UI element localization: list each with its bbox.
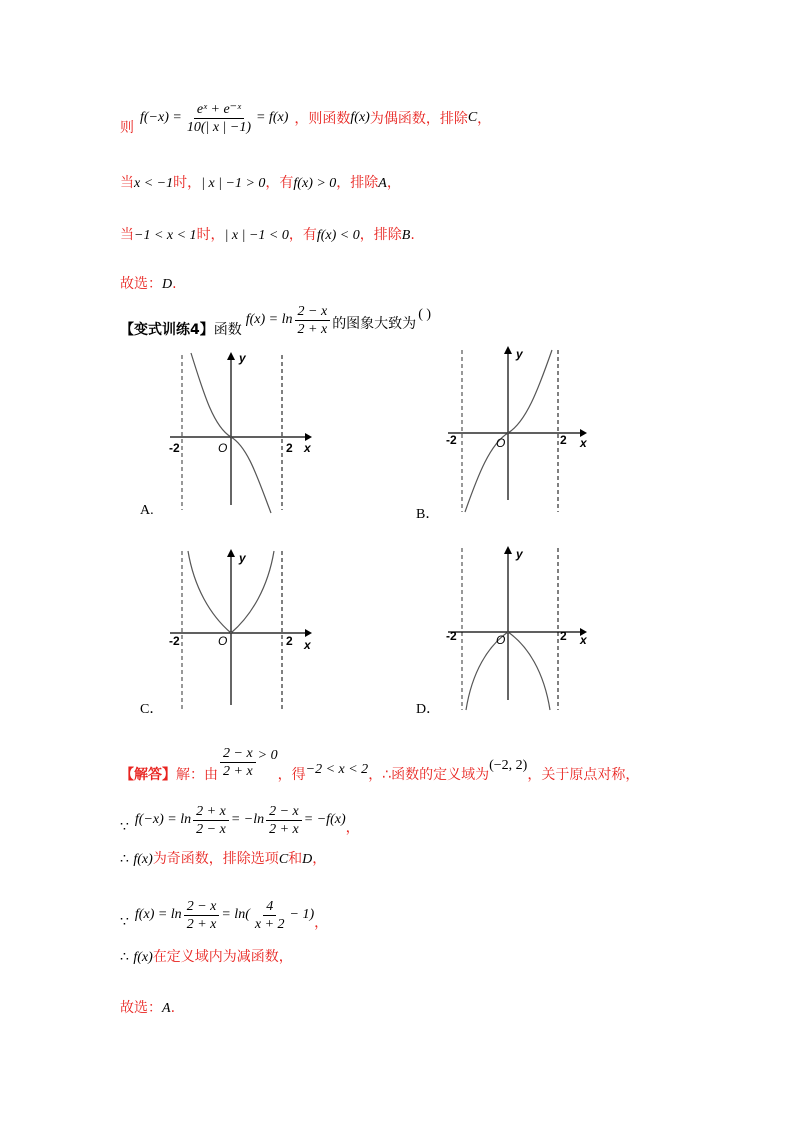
answer2-text: 故选：: [120, 1000, 162, 1016]
y-axis-arrow: [504, 346, 512, 354]
solution-text2: ，得: [277, 767, 306, 783]
therefore-symbol-2: ∴: [120, 950, 129, 965]
pos2-label: 2: [286, 634, 293, 648]
y-axis-arrow: [504, 546, 512, 554]
line2-text4: ，排除: [336, 175, 379, 191]
y-label: y: [239, 551, 246, 565]
problem-text2: 的图象大致为: [332, 316, 417, 332]
graph-c: [160, 545, 320, 715]
option-c-label: C．: [140, 702, 164, 717]
solution-l3-math: f(x): [133, 852, 153, 867]
line2-math3: f(x) > 0: [293, 176, 337, 191]
origin-label: O: [496, 436, 506, 450]
line3-text1: 当: [120, 227, 134, 243]
problem-tag: 【变式训练4】: [120, 322, 214, 338]
line3-math4: B: [401, 228, 411, 243]
line1-text1: ，则函数: [294, 111, 351, 127]
line2-math4: A: [378, 176, 387, 191]
because-symbol-2: ∵: [120, 914, 129, 930]
origin-label: O: [218, 634, 228, 648]
neg2-label: -2: [169, 634, 180, 648]
y-label: y: [239, 351, 246, 365]
line2-text1: 当: [120, 175, 134, 191]
solution-l2-den2: 2 + x: [269, 821, 299, 837]
problem-numerator: 2 − x: [295, 303, 331, 321]
pos2-label: 2: [560, 433, 567, 447]
x-label: x: [304, 638, 311, 652]
line3-math2: | x | −1 < 0: [224, 228, 289, 243]
option-a-label: A.: [140, 503, 154, 518]
line1-numerator: eˣ + e⁻ˣ: [194, 101, 244, 119]
solution-math2: (−2, 2): [489, 758, 528, 773]
answer2-letter: A: [162, 1001, 171, 1016]
solution-numerator: 2 − x: [220, 745, 256, 763]
solution-line-2: [120, 800, 360, 840]
line3-math3: f(x) < 0: [316, 228, 360, 243]
solution-l3-text1: 为奇函数，排除选项: [152, 851, 279, 867]
y-axis-arrow: [227, 549, 235, 557]
solution-l2-den1: 2 − x: [196, 821, 226, 837]
solution-text3: ，∴函数的定义域为: [368, 767, 490, 783]
pos2-label: 2: [560, 629, 567, 643]
because-symbol: ∵: [120, 819, 129, 835]
line3-text3: ，有: [288, 227, 317, 243]
answer1-letter: D: [162, 277, 173, 292]
solution-l4-end: ，: [314, 915, 329, 931]
solution-l2-end: ，: [345, 820, 360, 836]
solution-denominator: 2 + x: [223, 763, 253, 779]
solution-l2-frac1: [193, 803, 229, 838]
pos2-label: 2: [286, 441, 293, 455]
option-b-label: B．: [416, 507, 440, 522]
y-label: y: [516, 347, 523, 361]
line1-math2: C: [467, 110, 478, 125]
line1-rhs: = f(x): [256, 110, 289, 125]
line3-text2: 时，: [196, 227, 225, 243]
line1-denominator: 10(| x | −1): [186, 119, 252, 135]
solution-l2-b: = −ln: [230, 812, 265, 827]
problem-lhs: f(x) = ln: [245, 312, 293, 327]
solution-l4-num1: 2 − x: [184, 898, 220, 916]
x-label: x: [580, 633, 587, 647]
line1-math1: f(x): [350, 110, 370, 125]
origin-label: O: [496, 633, 506, 647]
solution-l3-text3: ，: [312, 851, 327, 867]
solution-l2-a: f(−x) = ln: [134, 812, 192, 827]
line3-math1: −1 < x < 1: [134, 228, 197, 243]
neg2-label: -2: [169, 441, 180, 455]
solution-l2-frac2: [266, 803, 302, 838]
line2-math2: | x | −1 > 0: [201, 176, 266, 191]
problem-paren: ( ): [418, 307, 432, 322]
graph-d: [440, 540, 600, 715]
solution-l4-den2: x + 2: [254, 916, 285, 932]
line-even-function: [120, 98, 491, 138]
y-label: y: [516, 547, 523, 561]
solution-line-5: [120, 946, 293, 966]
solution-l2-c: = −f(x): [303, 812, 346, 827]
graph-b: [440, 340, 600, 515]
y-axis-arrow: [227, 352, 235, 360]
line1-fraction: [184, 101, 254, 136]
therefore-symbol: ∴: [120, 852, 129, 867]
problem-fraction: [295, 303, 331, 338]
line-between-minus1-1: [120, 224, 415, 244]
line1-lhs: f(−x) =: [140, 110, 182, 125]
solution-l4-c: − 1): [289, 907, 315, 922]
line2-text5: ，: [386, 175, 401, 191]
solution-line-4: [120, 895, 328, 935]
line2-text3: ，有: [265, 175, 294, 191]
solution-l5-text: 在定义域内为减函数，: [152, 949, 293, 965]
solution-l4-num2: 4: [263, 898, 276, 916]
solution-fraction: [220, 745, 256, 780]
x-axis-arrow: [305, 433, 312, 441]
line3-text4: ，排除: [359, 227, 402, 243]
neg2-label: -2: [446, 629, 457, 643]
solution-l4-b: = ln(: [221, 907, 250, 922]
solution-l4-den1: 2 + x: [186, 916, 217, 932]
line1-prefix: 则: [120, 120, 134, 136]
solution-l4-frac2: [252, 898, 288, 933]
x-axis-arrow: [305, 629, 312, 637]
problem-denominator: 2 + x: [297, 321, 328, 337]
solution-l4-frac1: [184, 898, 220, 933]
solution-l3-text2: 和: [288, 851, 303, 867]
solution-l3-math3: D: [302, 852, 313, 867]
x-label: x: [304, 441, 311, 455]
answer1-end: .: [172, 276, 177, 292]
neg2-label: -2: [446, 433, 457, 447]
solution-tag: 【解答】: [120, 767, 176, 783]
solution-text4: ，关于原点对称，: [527, 767, 640, 783]
line1-text3: ，: [477, 111, 492, 127]
solution-text1: 解：由: [176, 767, 218, 783]
problem-statement: [120, 300, 431, 340]
line2-math1: x < −1: [134, 176, 174, 191]
answer2-end: .: [170, 1000, 176, 1016]
option-d-label: D．: [416, 702, 441, 717]
line3-text5: .: [410, 227, 415, 243]
solution-line-1: [120, 745, 639, 785]
problem-text1: 函数: [213, 322, 242, 338]
solution-l3-math2: C: [278, 852, 289, 867]
solution-line-3: [120, 848, 326, 868]
line1-text2: 为偶函数，排除: [369, 111, 468, 127]
solution-l4-a: f(x) = ln: [134, 907, 182, 922]
x-label: x: [580, 436, 587, 450]
answer-line-1: [120, 273, 177, 293]
solution-l2-num2: 2 − x: [266, 803, 302, 821]
solution-l2-num1: 2 + x: [193, 803, 229, 821]
answer-line-2: [120, 997, 175, 1017]
solution-math1: −2 < x < 2: [305, 762, 369, 777]
solution-condition: > 0: [257, 748, 278, 763]
answer1-text: 故选：: [120, 276, 162, 292]
line2-text2: 时，: [173, 175, 202, 191]
line-x-less-minus1: [120, 172, 401, 192]
solution-l5-math: f(x): [133, 950, 153, 965]
origin-label: O: [218, 441, 228, 455]
graph-a: [160, 345, 320, 515]
